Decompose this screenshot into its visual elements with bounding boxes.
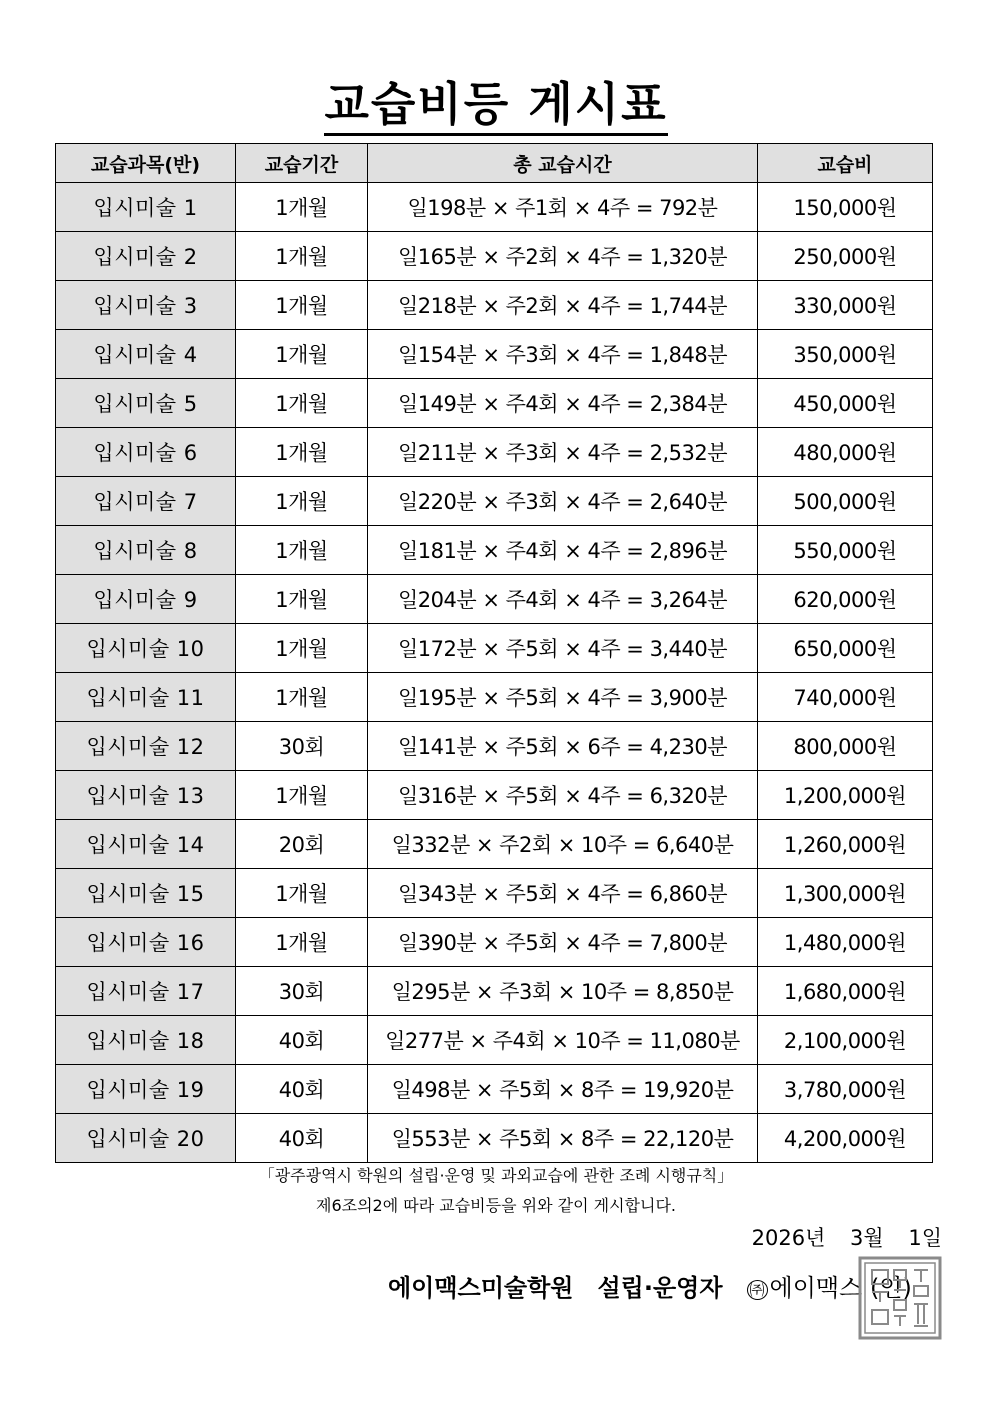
header-total-hours: 총 교습시간 xyxy=(368,144,758,183)
table-row xyxy=(56,575,933,624)
fee-cell: 1,200,000원 xyxy=(758,771,933,820)
fee-cell: 350,000원 xyxy=(758,330,933,379)
posting-date: 2026년 3월 1일 xyxy=(751,1226,942,1250)
period-cell: 1개월 xyxy=(236,330,368,379)
operator-role: 설립·운영자 xyxy=(597,1274,723,1302)
table-row xyxy=(56,526,933,575)
fee-cell: 500,000원 xyxy=(758,477,933,526)
table-row xyxy=(56,379,933,428)
page-title xyxy=(0,68,992,134)
table-row xyxy=(56,1114,933,1163)
course-cell: 입시미술 17 xyxy=(56,967,236,1016)
header-fee: 교습비 xyxy=(758,144,933,183)
course-cell: 입시미술 19 xyxy=(56,1065,236,1114)
total-hours-cell: 일195분 × 주5회 × 4주 = 3,900분 xyxy=(368,673,758,722)
course-cell: 입시미술 5 xyxy=(56,379,236,428)
total-hours-cell: 일277분 × 주4회 × 10주 = 11,080분 xyxy=(368,1016,758,1065)
official-seal-icon xyxy=(858,1256,942,1340)
seal-label: (인) xyxy=(869,1274,912,1302)
period-cell: 1개월 xyxy=(236,869,368,918)
course-cell: 입시미술 2 xyxy=(56,232,236,281)
course-cell: 입시미술 10 xyxy=(56,624,236,673)
period-cell: 1개월 xyxy=(236,575,368,624)
total-hours-cell: 일198분 × 주1회 × 4주 = 792분 xyxy=(368,183,758,232)
signature-line xyxy=(388,1268,912,1303)
fee-cell: 4,200,000원 xyxy=(758,1114,933,1163)
total-hours-cell: 일211분 × 주3회 × 4주 = 2,532분 xyxy=(368,428,758,477)
course-cell: 입시미술 7 xyxy=(56,477,236,526)
course-cell: 입시미술 14 xyxy=(56,820,236,869)
total-hours-cell: 일332분 × 주2회 × 10주 = 6,640분 xyxy=(368,820,758,869)
fee-cell: 550,000원 xyxy=(758,526,933,575)
course-cell: 입시미술 12 xyxy=(56,722,236,771)
period-cell: 1개월 xyxy=(236,232,368,281)
total-hours-cell: 일141분 × 주5회 × 6주 = 4,230분 xyxy=(368,722,758,771)
table-row xyxy=(56,1016,933,1065)
fee-table xyxy=(55,143,933,1163)
course-cell: 입시미술 13 xyxy=(56,771,236,820)
period-cell: 1개월 xyxy=(236,918,368,967)
period-cell: 1개월 xyxy=(236,281,368,330)
fee-cell: 450,000원 xyxy=(758,379,933,428)
fee-cell: 1,480,000원 xyxy=(758,918,933,967)
fee-cell: 740,000원 xyxy=(758,673,933,722)
table-row xyxy=(56,820,933,869)
period-cell: 1개월 xyxy=(236,526,368,575)
period-cell: 1개월 xyxy=(236,771,368,820)
course-cell: 입시미술 11 xyxy=(56,673,236,722)
total-hours-cell: 일218분 × 주2회 × 4주 = 1,744분 xyxy=(368,281,758,330)
total-hours-cell: 일553분 × 주5회 × 8주 = 22,120분 xyxy=(368,1114,758,1163)
course-cell: 입시미술 3 xyxy=(56,281,236,330)
course-cell: 입시미술 20 xyxy=(56,1114,236,1163)
academy-name: 에이맥스미술학원 xyxy=(388,1274,574,1302)
total-hours-cell: 일220분 × 주3회 × 4주 = 2,640분 xyxy=(368,477,758,526)
period-cell: 30회 xyxy=(236,967,368,1016)
period-cell: 1개월 xyxy=(236,477,368,526)
fee-cell: 150,000원 xyxy=(758,183,933,232)
total-hours-cell: 일149분 × 주4회 × 4주 = 2,384분 xyxy=(368,379,758,428)
table-row xyxy=(56,183,933,232)
table-row xyxy=(56,232,933,281)
fee-cell: 1,260,000원 xyxy=(758,820,933,869)
period-cell: 40회 xyxy=(236,1114,368,1163)
table-row xyxy=(56,330,933,379)
fee-cell: 2,100,000원 xyxy=(758,1016,933,1065)
period-cell: 1개월 xyxy=(236,673,368,722)
total-hours-cell: 일295분 × 주3회 × 10주 = 8,850분 xyxy=(368,967,758,1016)
fee-cell: 480,000원 xyxy=(758,428,933,477)
company-name: 에이맥스 xyxy=(769,1274,863,1302)
notice-line-2: 제6조의2에 따라 교습비등을 위와 같이 게시합니다. xyxy=(316,1196,676,1215)
fee-cell: 1,680,000원 xyxy=(758,967,933,1016)
fee-cell: 800,000원 xyxy=(758,722,933,771)
total-hours-cell: 일204분 × 주4회 × 4주 = 3,264분 xyxy=(368,575,758,624)
total-hours-cell: 일498분 × 주5회 × 8주 = 19,920분 xyxy=(368,1065,758,1114)
course-cell: 입시미술 8 xyxy=(56,526,236,575)
period-cell: 30회 xyxy=(236,722,368,771)
total-hours-cell: 일154분 × 주3회 × 4주 = 1,848분 xyxy=(368,330,758,379)
course-cell: 입시미술 4 xyxy=(56,330,236,379)
fee-cell: 250,000원 xyxy=(758,232,933,281)
course-cell: 입시미술 9 xyxy=(56,575,236,624)
fee-cell: 3,780,000원 xyxy=(758,1065,933,1114)
period-cell: 1개월 xyxy=(236,183,368,232)
course-cell: 입시미술 18 xyxy=(56,1016,236,1065)
total-hours-cell: 일181분 × 주4회 × 4주 = 2,896분 xyxy=(368,526,758,575)
total-hours-cell: 일343분 × 주5회 × 4주 = 6,860분 xyxy=(368,869,758,918)
period-cell: 1개월 xyxy=(236,624,368,673)
page-title-text: 교습비등 게시표 xyxy=(324,77,667,136)
fee-cell: 650,000원 xyxy=(758,624,933,673)
header-period: 교습기간 xyxy=(236,144,368,183)
period-cell: 40회 xyxy=(236,1016,368,1065)
fee-cell: 620,000원 xyxy=(758,575,933,624)
table-row xyxy=(56,918,933,967)
course-cell: 입시미술 15 xyxy=(56,869,236,918)
period-cell: 1개월 xyxy=(236,379,368,428)
fee-table-body xyxy=(56,183,933,1163)
period-cell: 20회 xyxy=(236,820,368,869)
course-cell: 입시미술 6 xyxy=(56,428,236,477)
table-header-row xyxy=(56,144,933,183)
total-hours-cell: 일316분 × 주5회 × 4주 = 6,320분 xyxy=(368,771,758,820)
table-row xyxy=(56,771,933,820)
table-row xyxy=(56,1065,933,1114)
fee-cell: 1,300,000원 xyxy=(758,869,933,918)
course-cell: 입시미술 16 xyxy=(56,918,236,967)
period-cell: 1개월 xyxy=(236,428,368,477)
corporation-mark: ㈜ xyxy=(747,1280,768,1300)
total-hours-cell: 일165분 × 주2회 × 4주 = 1,320분 xyxy=(368,232,758,281)
table-row xyxy=(56,428,933,477)
total-hours-cell: 일172분 × 주5회 × 4주 = 3,440분 xyxy=(368,624,758,673)
total-hours-cell: 일390분 × 주5회 × 4주 = 7,800분 xyxy=(368,918,758,967)
course-cell: 입시미술 1 xyxy=(56,183,236,232)
table-row xyxy=(56,869,933,918)
table-row xyxy=(56,967,933,1016)
notice-line-1: 「광주광역시 학원의 설립·운영 및 과외교습에 관한 조례 시행규칙」 xyxy=(258,1166,734,1185)
table-row xyxy=(56,722,933,771)
period-cell: 40회 xyxy=(236,1065,368,1114)
fee-cell: 330,000원 xyxy=(758,281,933,330)
table-row xyxy=(56,281,933,330)
table-row xyxy=(56,673,933,722)
table-row xyxy=(56,477,933,526)
header-course: 교습과목(반) xyxy=(56,144,236,183)
table-row xyxy=(56,624,933,673)
